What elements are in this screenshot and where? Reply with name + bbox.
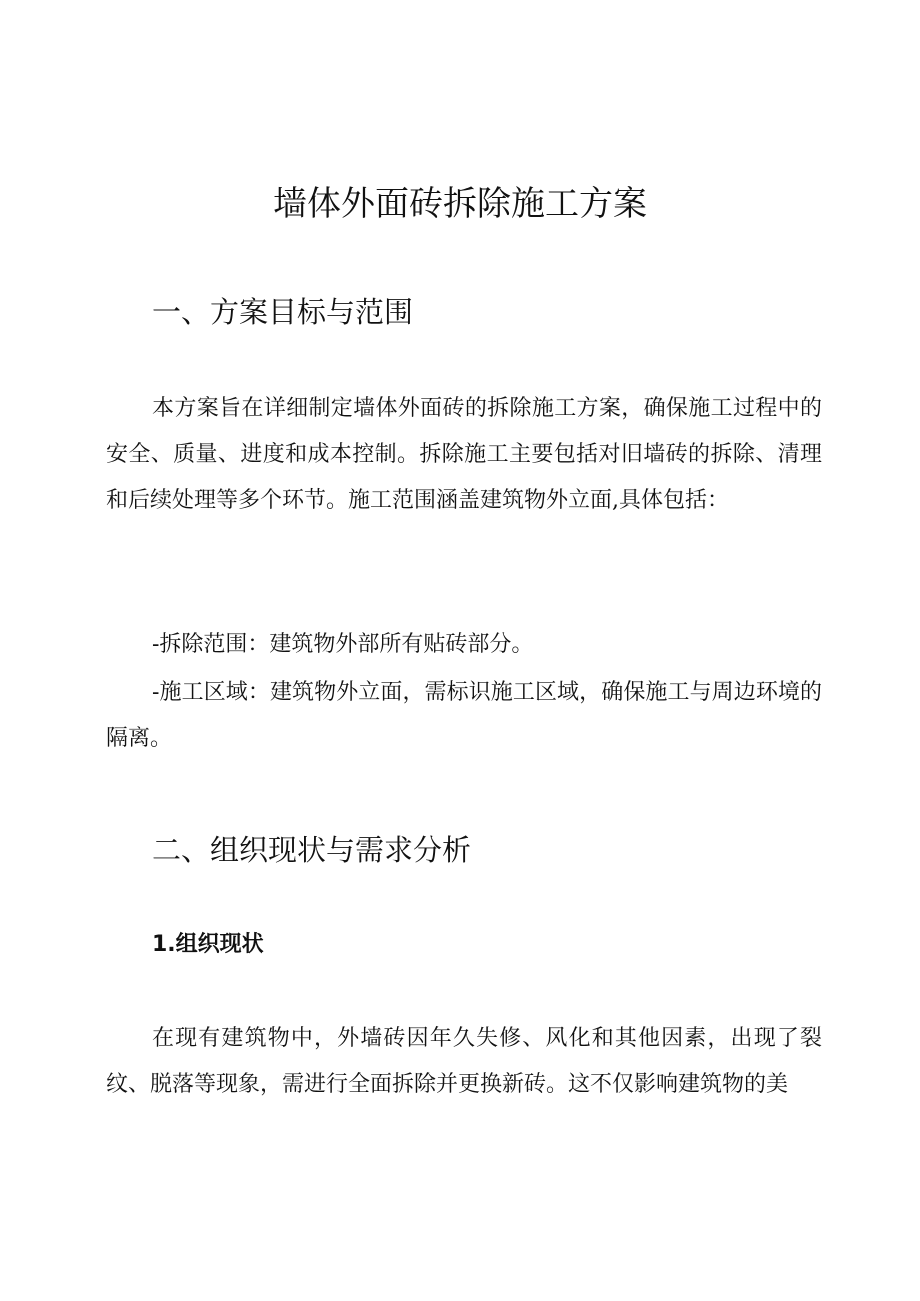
section1-list-item-scope: -拆除范围：建筑物外部所有贴砖部分。 — [152, 632, 534, 657]
section2-status-paragraph: 在现有建筑物中，外墙砖因年久失修、风化和其他因素，出现了裂纹、脱落等现象，需进行全面拆除并更换新砖。这不仅影响建筑物的美 — [106, 1026, 822, 1097]
section1-intro-paragraph: 本方案旨在详细制定墙体外面砖的拆除施工方案，确保施工过程中的安全、质量、进度和成本控制。拆除施工主要包括对旧墙砖的拆除、清理和后续处理等多个环节。施工范围涵盖建筑物外立面,具体包括： — [106, 396, 822, 513]
subsection-heading-status: 1.组织现状 — [152, 932, 264, 957]
section-heading-2: 二、组织现状与需求分析 — [152, 833, 472, 867]
section-heading-1: 一、方案目标与范围 — [152, 295, 414, 329]
document-title: 墙体外面砖拆除施工方案 — [273, 184, 647, 224]
section1-list-item-area: -施工区域：建筑物外立面，需标识施工区域，确保施工与周边环境的隔离。 — [106, 680, 822, 751]
